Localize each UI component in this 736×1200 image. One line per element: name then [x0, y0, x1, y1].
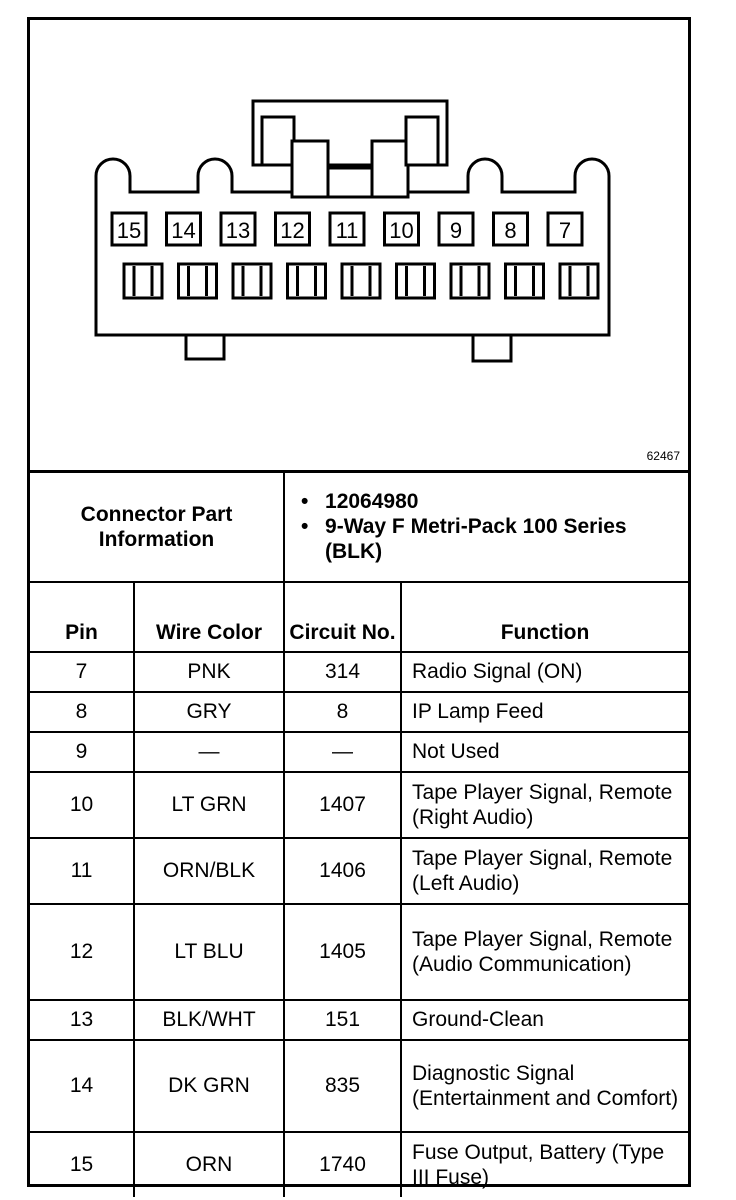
header-pin: Pin: [30, 582, 134, 652]
circuit-cell: 1405: [284, 904, 401, 1000]
mounting-tab-left: [186, 335, 224, 359]
connector-type: • 9-Way F Metri-Pack 100 Series (BLK): [301, 515, 627, 564]
wire-color-cell: ORN/BLK: [134, 838, 284, 904]
function-cell: IP Lamp Feed: [401, 692, 688, 732]
function-cell: Tape Player Signal, Remote (Right Audio): [401, 772, 688, 838]
pin-cell: 15: [30, 1132, 134, 1197]
connector-part-number: • 12064980: [301, 490, 419, 514]
circuit-cell: 151: [284, 1000, 401, 1040]
connector-latch: [253, 101, 447, 198]
circuit-cell: 314: [284, 652, 401, 692]
terminal-cavity: [288, 264, 326, 298]
header-function: Function: [401, 582, 688, 652]
connector-info-label: Connector Part Information: [30, 472, 284, 582]
pin-cell: 13: [30, 1000, 134, 1040]
pin-number-label: 8: [504, 218, 517, 243]
circuit-cell: 1740: [284, 1132, 401, 1197]
pin-number-label: 14: [171, 218, 196, 243]
pin-cell: 10: [30, 772, 134, 838]
wire-color-cell: GRY: [134, 692, 284, 732]
pin-cell: 11: [30, 838, 134, 904]
wire-color-cell: LT GRN: [134, 772, 284, 838]
pin-number-label: 12: [280, 218, 305, 243]
pin-number-label: 9: [449, 218, 463, 243]
pin-cell: 9: [30, 732, 134, 772]
connector-frame: [27, 17, 691, 1187]
terminal-cavity: [179, 264, 217, 298]
wire-color-cell: BLK/WHT: [134, 1000, 284, 1040]
wire-color-cell: DK GRN: [134, 1040, 284, 1132]
connector-info-items: [284, 472, 688, 582]
pin-number-label: 15: [116, 218, 142, 243]
connector-info-row: [30, 472, 688, 582]
function-cell: Radio Signal (ON): [401, 652, 688, 692]
table-header-row: [30, 582, 688, 652]
connector-drawing: [30, 20, 688, 470]
header-wire-color: Wire Color: [134, 582, 284, 652]
table-row: [30, 1040, 688, 1132]
circuit-cell: 8: [284, 692, 401, 732]
terminal-cavity: [560, 264, 598, 298]
function-cell: Ground-Clean: [401, 1000, 688, 1040]
circuit-cell: 1406: [284, 838, 401, 904]
terminal-cavity: [342, 264, 380, 298]
circuit-cell: —: [284, 732, 401, 772]
function-cell: Tape Player Signal, Remote (Audio Communication): [401, 904, 688, 1000]
table-row: [30, 1000, 688, 1040]
terminal-cavity: [124, 264, 162, 298]
header-circuit-no: Circuit No.: [284, 582, 401, 652]
function-cell: Fuse Output, Battery (Type III Fuse): [401, 1132, 688, 1197]
pin-number-label: 13: [225, 218, 251, 243]
wire-color-cell: —: [134, 732, 284, 772]
table-row: [30, 692, 688, 732]
pin-cell: 7: [30, 652, 134, 692]
circuit-cell: 1407: [284, 772, 401, 838]
terminal-cavity: [233, 264, 271, 298]
pinout-table: [30, 470, 688, 1197]
table-row: [30, 904, 688, 1000]
pin-number-label: 7: [558, 218, 572, 243]
pin-cell: 12: [30, 904, 134, 1000]
pin-cell: 8: [30, 692, 134, 732]
table-row: [30, 838, 688, 904]
wire-color-cell: LT BLU: [134, 904, 284, 1000]
pin-cell: 14: [30, 1040, 134, 1132]
table-row: [30, 1132, 688, 1197]
terminal-cavity: [451, 264, 489, 298]
table-row: [30, 772, 688, 838]
wire-color-cell: ORN: [134, 1132, 284, 1197]
mounting-tab-right: [473, 335, 511, 361]
terminal-cavity: [506, 264, 544, 298]
pin-number-label: 10: [389, 218, 414, 243]
function-cell: Tape Player Signal, Remote (Left Audio): [401, 838, 688, 904]
terminal-cavity: [397, 264, 435, 298]
pin-number-label: 11: [335, 218, 359, 243]
function-cell: Not Used: [401, 732, 688, 772]
table-row: [30, 652, 688, 692]
table-row: [30, 732, 688, 772]
connector-diagram: [30, 20, 688, 470]
circuit-cell: 835: [284, 1040, 401, 1132]
wire-color-cell: PNK: [134, 652, 284, 692]
reference-number: 62467: [646, 449, 680, 463]
function-cell: Diagnostic Signal (Entertainment and Comfort): [401, 1040, 688, 1132]
